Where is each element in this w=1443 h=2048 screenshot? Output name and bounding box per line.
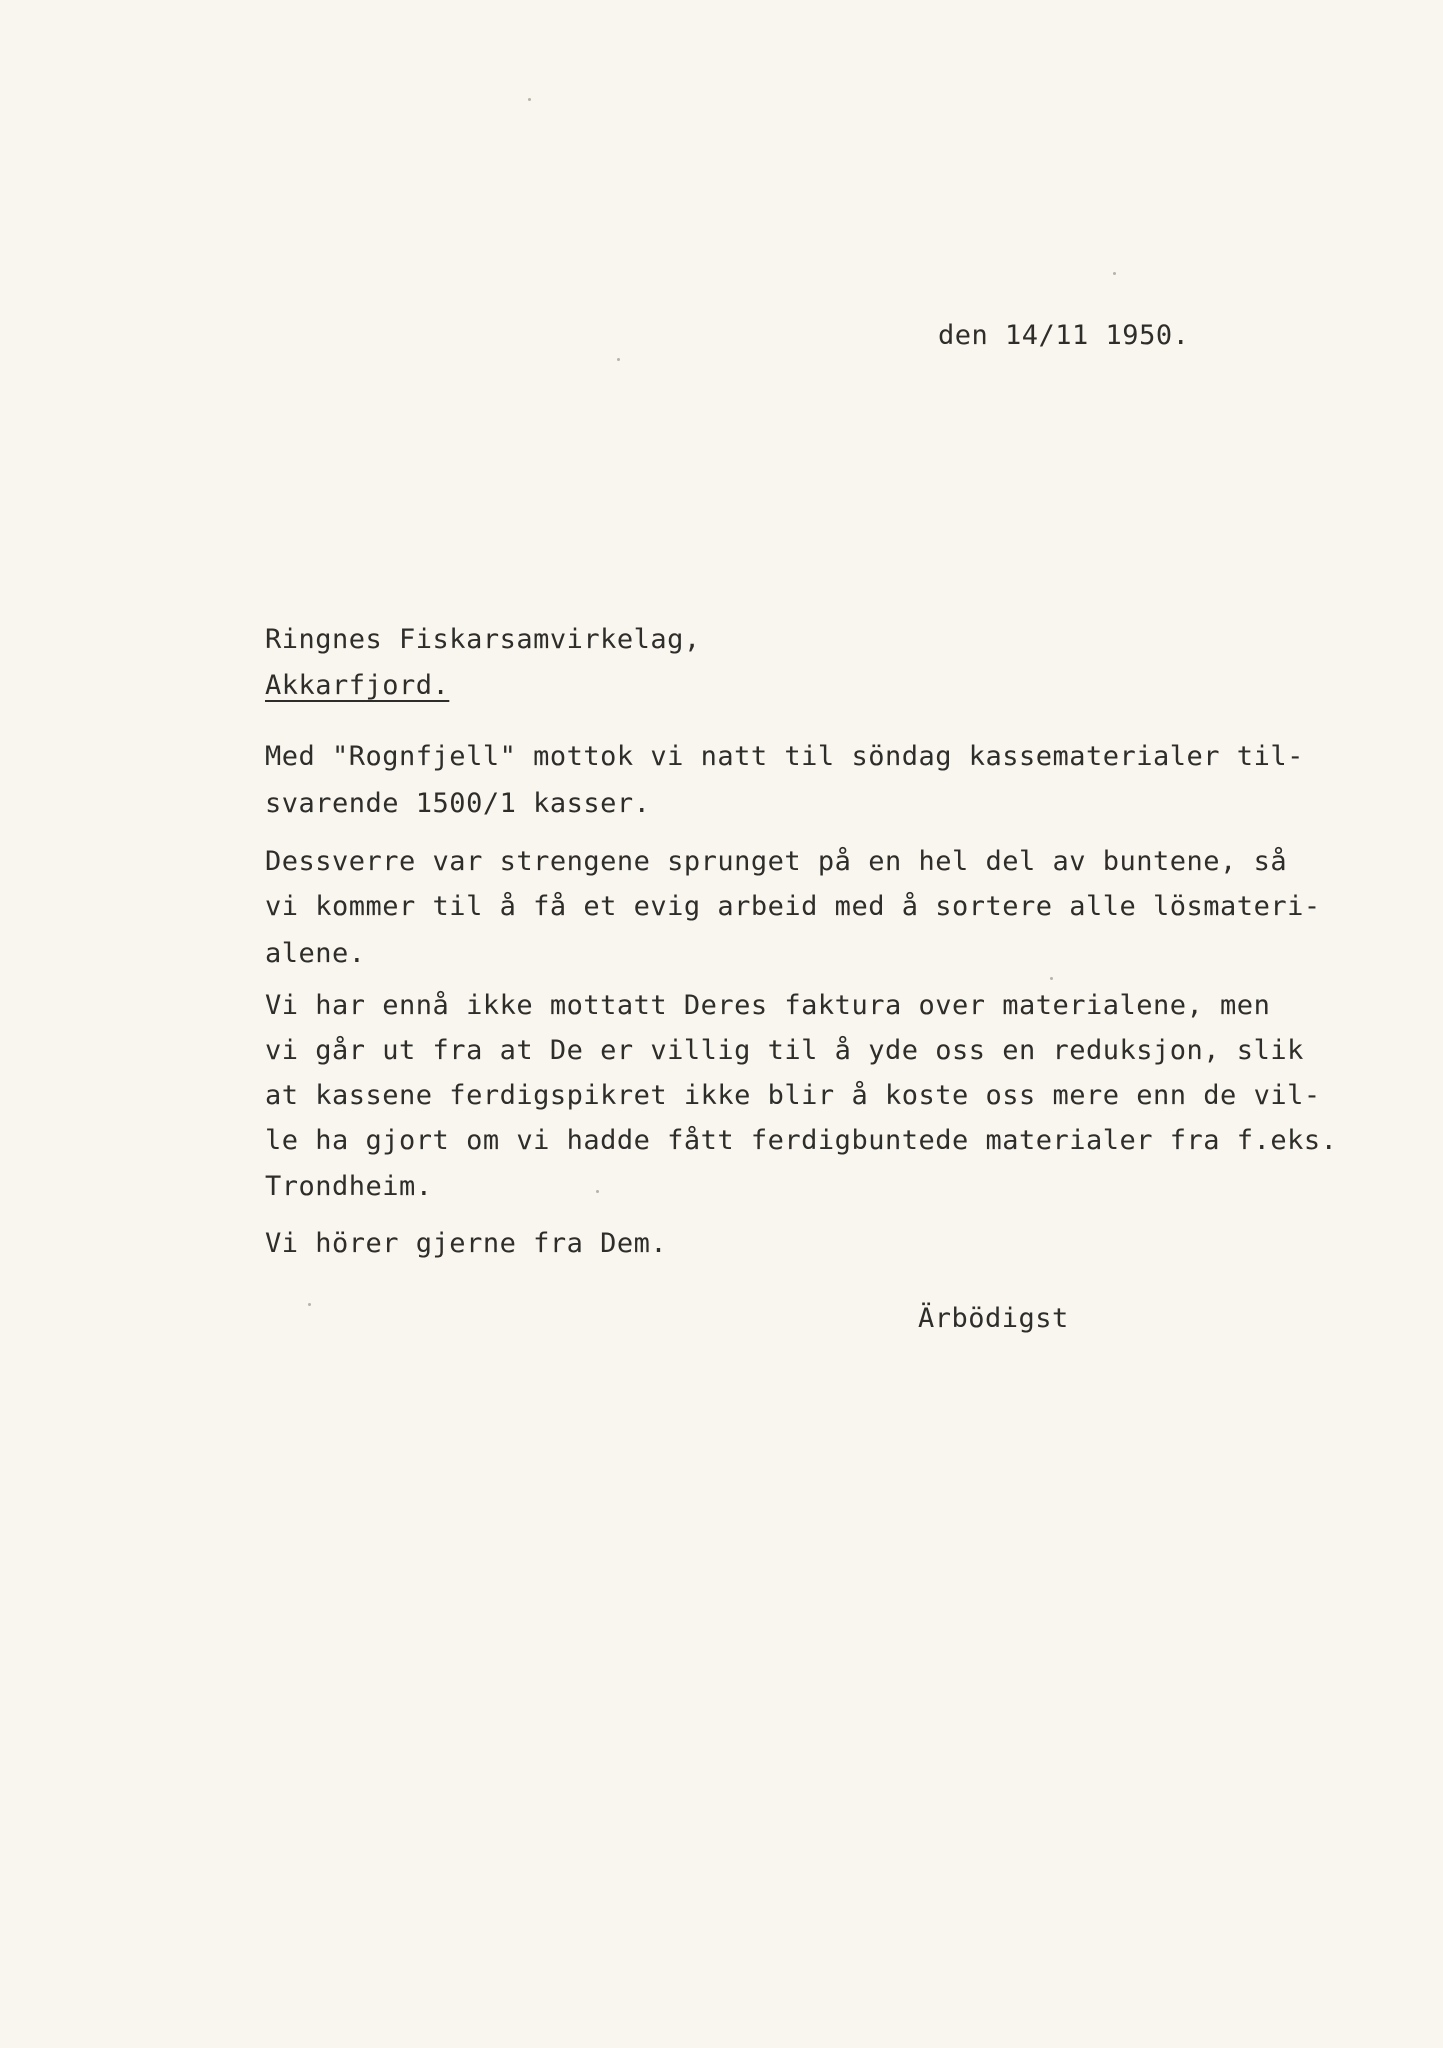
recipient-name: Ringnes Fiskarsamvirkelag,: [265, 624, 701, 655]
recipient-place: Akkarfjord.: [265, 670, 450, 701]
paragraph-3-line-1: Vi har ennå ikke mottatt Deres faktura over materialene, men: [265, 990, 1271, 1021]
paragraph-1-line-1: Med "Rognfjell" mottok vi natt til söndag kassematerialer til-: [265, 741, 1304, 772]
paper-speck: [1113, 272, 1116, 275]
paragraph-4-line-1: Vi hörer gjerne fra Dem.: [265, 1228, 668, 1259]
letter-date: den 14/11 1950.: [938, 320, 1190, 351]
closing-salutation: Ärbödigst: [918, 1303, 1069, 1334]
paragraph-3-line-2: vi går ut fra at De er villig til å yde oss en reduksjon, slik: [265, 1035, 1304, 1066]
paragraph-2-line-3: alene.: [265, 938, 366, 969]
paper-speck: [528, 98, 531, 101]
paragraph-3-line-5: Trondheim.: [265, 1171, 433, 1202]
paper-speck: [596, 1190, 599, 1193]
paragraph-3-line-3: at kassene ferdigspikret ikke blir å koste oss mere enn de vil-: [265, 1080, 1321, 1111]
paragraph-3-line-4: le ha gjort om vi hadde fått ferdigbuntede materialer fra f.eks.: [265, 1125, 1338, 1156]
paragraph-2-line-1: Dessverre var strengene sprunget på en hel del av buntene, så: [265, 846, 1288, 877]
paper-speck: [617, 358, 620, 361]
paper-speck: [1050, 977, 1053, 980]
paragraph-1-line-2: svarende 1500/1 kasser.: [265, 788, 651, 819]
paragraph-2-line-2: vi kommer til å få et evig arbeid med å sortere alle lösmateri-: [265, 891, 1321, 922]
paper-speck: [308, 1303, 311, 1306]
